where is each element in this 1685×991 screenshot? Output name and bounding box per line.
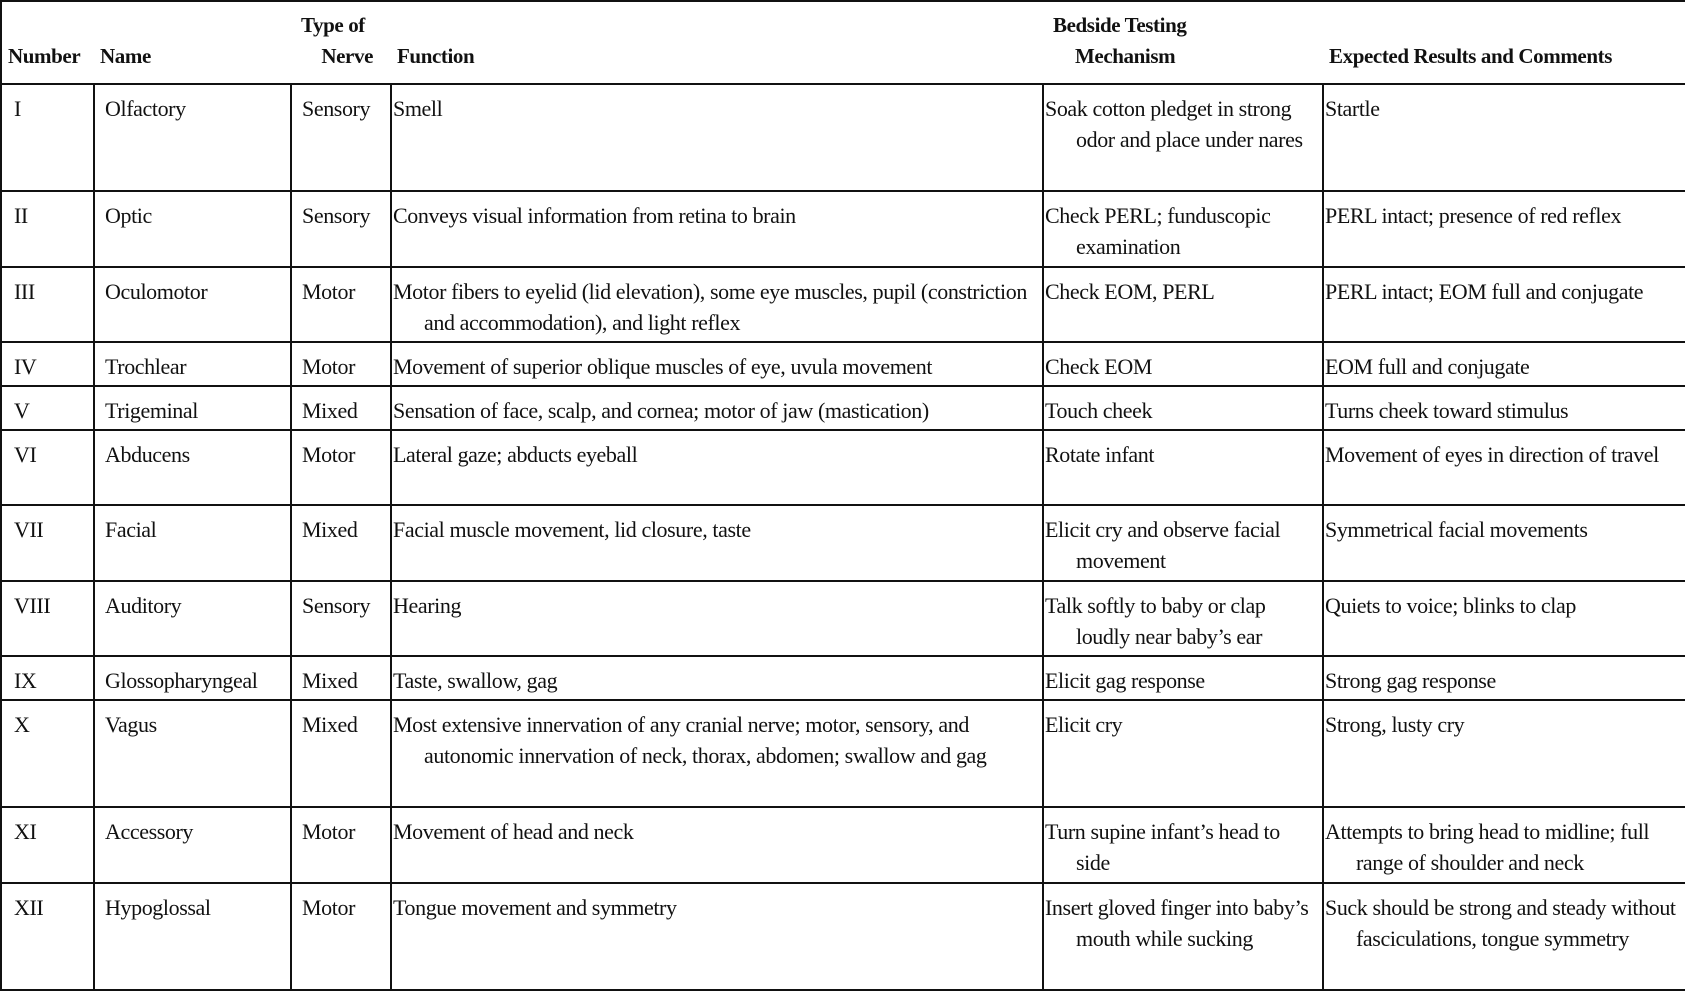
cell-bedside-testing: Soak cotton pledget in strong odor and place under nares — [1043, 84, 1323, 191]
cell-bedside-testing: Turn supine infant’s head to side — [1043, 807, 1323, 882]
cell-name: Trochlear — [94, 342, 291, 386]
cell-bedside-testing: Check EOM — [1043, 342, 1323, 386]
table-row — [1, 505, 1685, 580]
table-row — [1, 84, 1685, 191]
cell-nerve-type: Mixed — [291, 505, 391, 580]
table-row — [1, 386, 1685, 430]
cell-nerve-type: Mixed — [291, 700, 391, 807]
cell-function: Movement of head and neck — [391, 807, 1043, 882]
cell-expected-results: EOM full and conjugate — [1323, 342, 1685, 386]
cell-expected-results: PERL intact; presence of red reflex — [1323, 191, 1685, 266]
cell-name: Olfactory — [94, 84, 291, 191]
cell-function: Most extensive innervation of any cranial nerve; motor, sensory, and autonomic innervation of neck, thorax, abdomen; swallow and gag — [391, 700, 1043, 807]
cell-nerve-type: Motor — [291, 807, 391, 882]
cell-expected-results: Attempts to bring head to midline; full range of shoulder and neck — [1323, 807, 1685, 882]
table-row — [1, 342, 1685, 386]
cell-function: Facial muscle movement, lid closure, taste — [391, 505, 1043, 580]
cell-name: Optic — [94, 191, 291, 266]
header-number: Number — [1, 1, 94, 84]
cell-function: Smell — [391, 84, 1043, 191]
cell-bedside-testing: Talk softly to baby or clap loudly near baby’s ear — [1043, 581, 1323, 656]
cell-name: Facial — [94, 505, 291, 580]
cell-function: Tongue movement and symmetry — [391, 883, 1043, 990]
cell-bedside-testing: Touch cheek — [1043, 386, 1323, 430]
cell-function: Sensation of face, scalp, and cornea; motor of jaw (mastication) — [391, 386, 1043, 430]
cell-name: Auditory — [94, 581, 291, 656]
cell-bedside-testing: Rotate infant — [1043, 430, 1323, 505]
cell-bedside-testing: Check EOM, PERL — [1043, 267, 1323, 342]
cell-expected-results: Suck should be strong and steady without fasciculations, tongue symmetry — [1323, 883, 1685, 990]
cell-expected-results: Strong gag response — [1323, 656, 1685, 700]
cell-expected-results: Symmetrical facial movements — [1323, 505, 1685, 580]
cell-nerve-type: Motor — [291, 342, 391, 386]
cell-nerve-type: Sensory — [291, 191, 391, 266]
header-type-of-nerve — [291, 1, 391, 84]
table-row — [1, 700, 1685, 807]
cell-function: Movement of superior oblique muscles of eye, uvula movement — [391, 342, 1043, 386]
header-bedside-line1: Bedside Testing — [1053, 13, 1187, 37]
header-bedside-line2: Mechanism — [1075, 44, 1176, 68]
cell-name: Abducens — [94, 430, 291, 505]
cell-name: Glossopharyngeal — [94, 656, 291, 700]
cell-expected-results: Turns cheek toward stimulus — [1323, 386, 1685, 430]
header-type-line1: Type of — [301, 13, 365, 37]
cell-nerve-type: Motor — [291, 267, 391, 342]
cell-function: Motor fibers to eyelid (lid elevation), some eye muscles, pupil (constriction and accommodation), and light reflex — [391, 267, 1043, 342]
cell-bedside-testing: Elicit cry and observe facial movement — [1043, 505, 1323, 580]
cell-bedside-testing: Elicit gag response — [1043, 656, 1323, 700]
cell-name: Accessory — [94, 807, 291, 882]
header-expected-results: Expected Results and Comments — [1323, 1, 1685, 84]
cell-nerve-type: Motor — [291, 883, 391, 990]
cell-expected-results: Movement of eyes in direction of travel — [1323, 430, 1685, 505]
cell-number: XI — [1, 807, 94, 882]
cell-function: Hearing — [391, 581, 1043, 656]
cell-expected-results: Strong, lusty cry — [1323, 700, 1685, 807]
cell-function: Lateral gaze; abducts eyeball — [391, 430, 1043, 505]
cell-number: VII — [1, 505, 94, 580]
cell-nerve-type: Mixed — [291, 386, 391, 430]
cell-expected-results: Startle — [1323, 84, 1685, 191]
cell-nerve-type: Sensory — [291, 84, 391, 191]
cell-bedside-testing: Insert gloved finger into baby’s mouth while sucking — [1043, 883, 1323, 990]
cell-bedside-testing: Elicit cry — [1043, 700, 1323, 807]
cell-name: Oculomotor — [94, 267, 291, 342]
cell-number: I — [1, 84, 94, 191]
cell-name: Trigeminal — [94, 386, 291, 430]
header-function: Function — [391, 1, 1043, 84]
cell-function: Taste, swallow, gag — [391, 656, 1043, 700]
cell-number: III — [1, 267, 94, 342]
table-row — [1, 581, 1685, 656]
cell-expected-results: Quiets to voice; blinks to clap — [1323, 581, 1685, 656]
cell-nerve-type: Sensory — [291, 581, 391, 656]
header-row — [1, 1, 1685, 84]
header-bedside-testing — [1043, 1, 1323, 84]
cell-expected-results: PERL intact; EOM full and conjugate — [1323, 267, 1685, 342]
header-type-line2: Nerve — [321, 44, 373, 68]
cell-number: IV — [1, 342, 94, 386]
cell-number: IX — [1, 656, 94, 700]
table-row — [1, 656, 1685, 700]
table-row — [1, 883, 1685, 990]
table-row — [1, 191, 1685, 266]
cell-name: Vagus — [94, 700, 291, 807]
cell-bedside-testing: Check PERL; funduscopic examination — [1043, 191, 1323, 266]
cell-nerve-type: Motor — [291, 430, 391, 505]
table-row — [1, 807, 1685, 882]
cell-number: V — [1, 386, 94, 430]
cell-function: Conveys visual information from retina to brain — [391, 191, 1043, 266]
table-row — [1, 267, 1685, 342]
cell-number: X — [1, 700, 94, 807]
cell-nerve-type: Mixed — [291, 656, 391, 700]
table-row — [1, 430, 1685, 505]
cell-number: VI — [1, 430, 94, 505]
cell-number: XII — [1, 883, 94, 990]
header-name: Name — [94, 1, 291, 84]
cell-number: VIII — [1, 581, 94, 656]
cell-name: Hypoglossal — [94, 883, 291, 990]
cell-number: II — [1, 191, 94, 266]
